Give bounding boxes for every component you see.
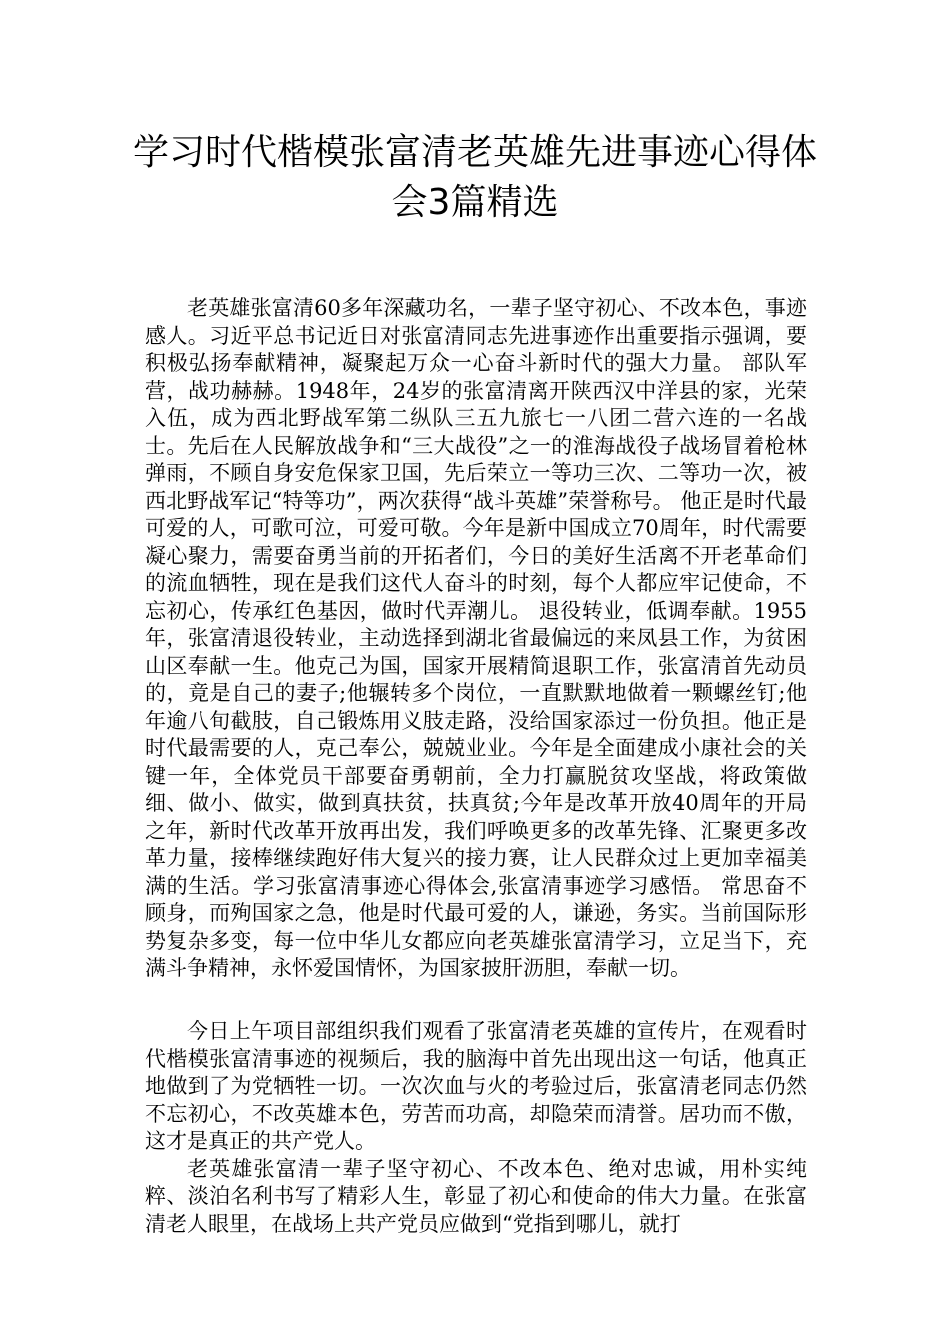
paragraph-3: 老英雄张富清一辈子坚守初心、不改本色、绝对忠诚，用朴实纯粹、淡泊名利书写了精彩人生，彰显了初心和使命的伟大力量。在张富清老人眼里，在战场上共产党员应做到“党指到哪儿，就打 <box>145 1156 807 1236</box>
document-title: 学习时代楷模张富清老英雄先进事迹心得体会3篇精选 <box>132 132 817 223</box>
body-section-2 <box>145 1018 807 1238</box>
body-section-1 <box>145 295 807 983</box>
paragraph-1: 老英雄张富清60多年深藏功名，一辈子坚守初心、不改本色，事迹感人。习近平总书记近日对张富清同志先进事迹作出重要指示强调，要积极弘扬奉献精神，凝聚起万众一心奋斗新时代的强大力量。 部队军营，战功赫赫。1948年，24岁的张富清离开陕西汉中洋县的家，光荣入伍，成为西北野战军第二纵队三五九旅七一八团二营六连的一名战士。先后在人民解放战争和“三大战役”之一的淮海战役子战场冒着枪林弹雨，不顾自身安危保家卫国，先后荣立一等功三次、二等功一次，被西北野战军记“特等功”，两次获得“战斗英雄”荣誉称号。 他正是时代最可爱的人，可歌可泣，可爱可敬。今年是新中国成立70周年，时代需要凝心聚力，需要奋勇当前的开拓者们，今日的美好生活离不开老革命们的流血牺牲，现在是我们这代人奋斗的时刻，每个人都应牢记使命，不忘初心，传承红色基因，做时代弄潮儿。 退役转业，低调奉献。1955年，张富清退役转业，主动选择到湖北省最偏远的来凤县工作，为贫困山区奉献一生。他克己为国，国家开展精简退职工作，张富清首先动员的，竟是自己的妻子;他辗转多个岗位，一直默默地做着一颗螺丝钉;他年逾八旬截肢，自己锻炼用义肢走路，没给国家添过一份负担。他正是时代最需要的人，克己奉公，兢兢业业。今年是全面建成小康社会的关键一年，全体党员干部要奋勇朝前，全力打赢脱贫攻坚战，将政策做细、做小、做实，做到真扶贫，扶真贫;今年是改革开放40周年的开局之年，新时代改革开放再出发，我们呼唤更多的改革先锋、汇聚更多改革力量，接棒继续跑好伟大复兴的接力赛，让人民群众过上更加幸福美满的生活。学习张富清事迹心得体会,张富清事迹学习感悟。 常思奋不顾身，而殉国家之急，他是时代最可爱的人，谦逊，务实。当前国际形势复杂多变，每一位中华儿女都应向老英雄张富清学习，立足当下，充满斗争精神，永怀爱国情怀，为国家披肝沥胆，奉献一切。 <box>145 296 807 980</box>
paragraph-2: 今日上午项目部组织我们观看了张富清老英雄的宣传片，在观看时代楷模张富清事迹的视频后，我的脑海中首先出现出这一句话，他真正地做到了为党牺牲一切。一次次血与火的考验过后，张富清老同志仍然不忘初心，不改英雄本色，劳苦而功高，却隐荣而清誉。居功而不傲，这才是真正的共产党人。 <box>145 1019 807 1153</box>
